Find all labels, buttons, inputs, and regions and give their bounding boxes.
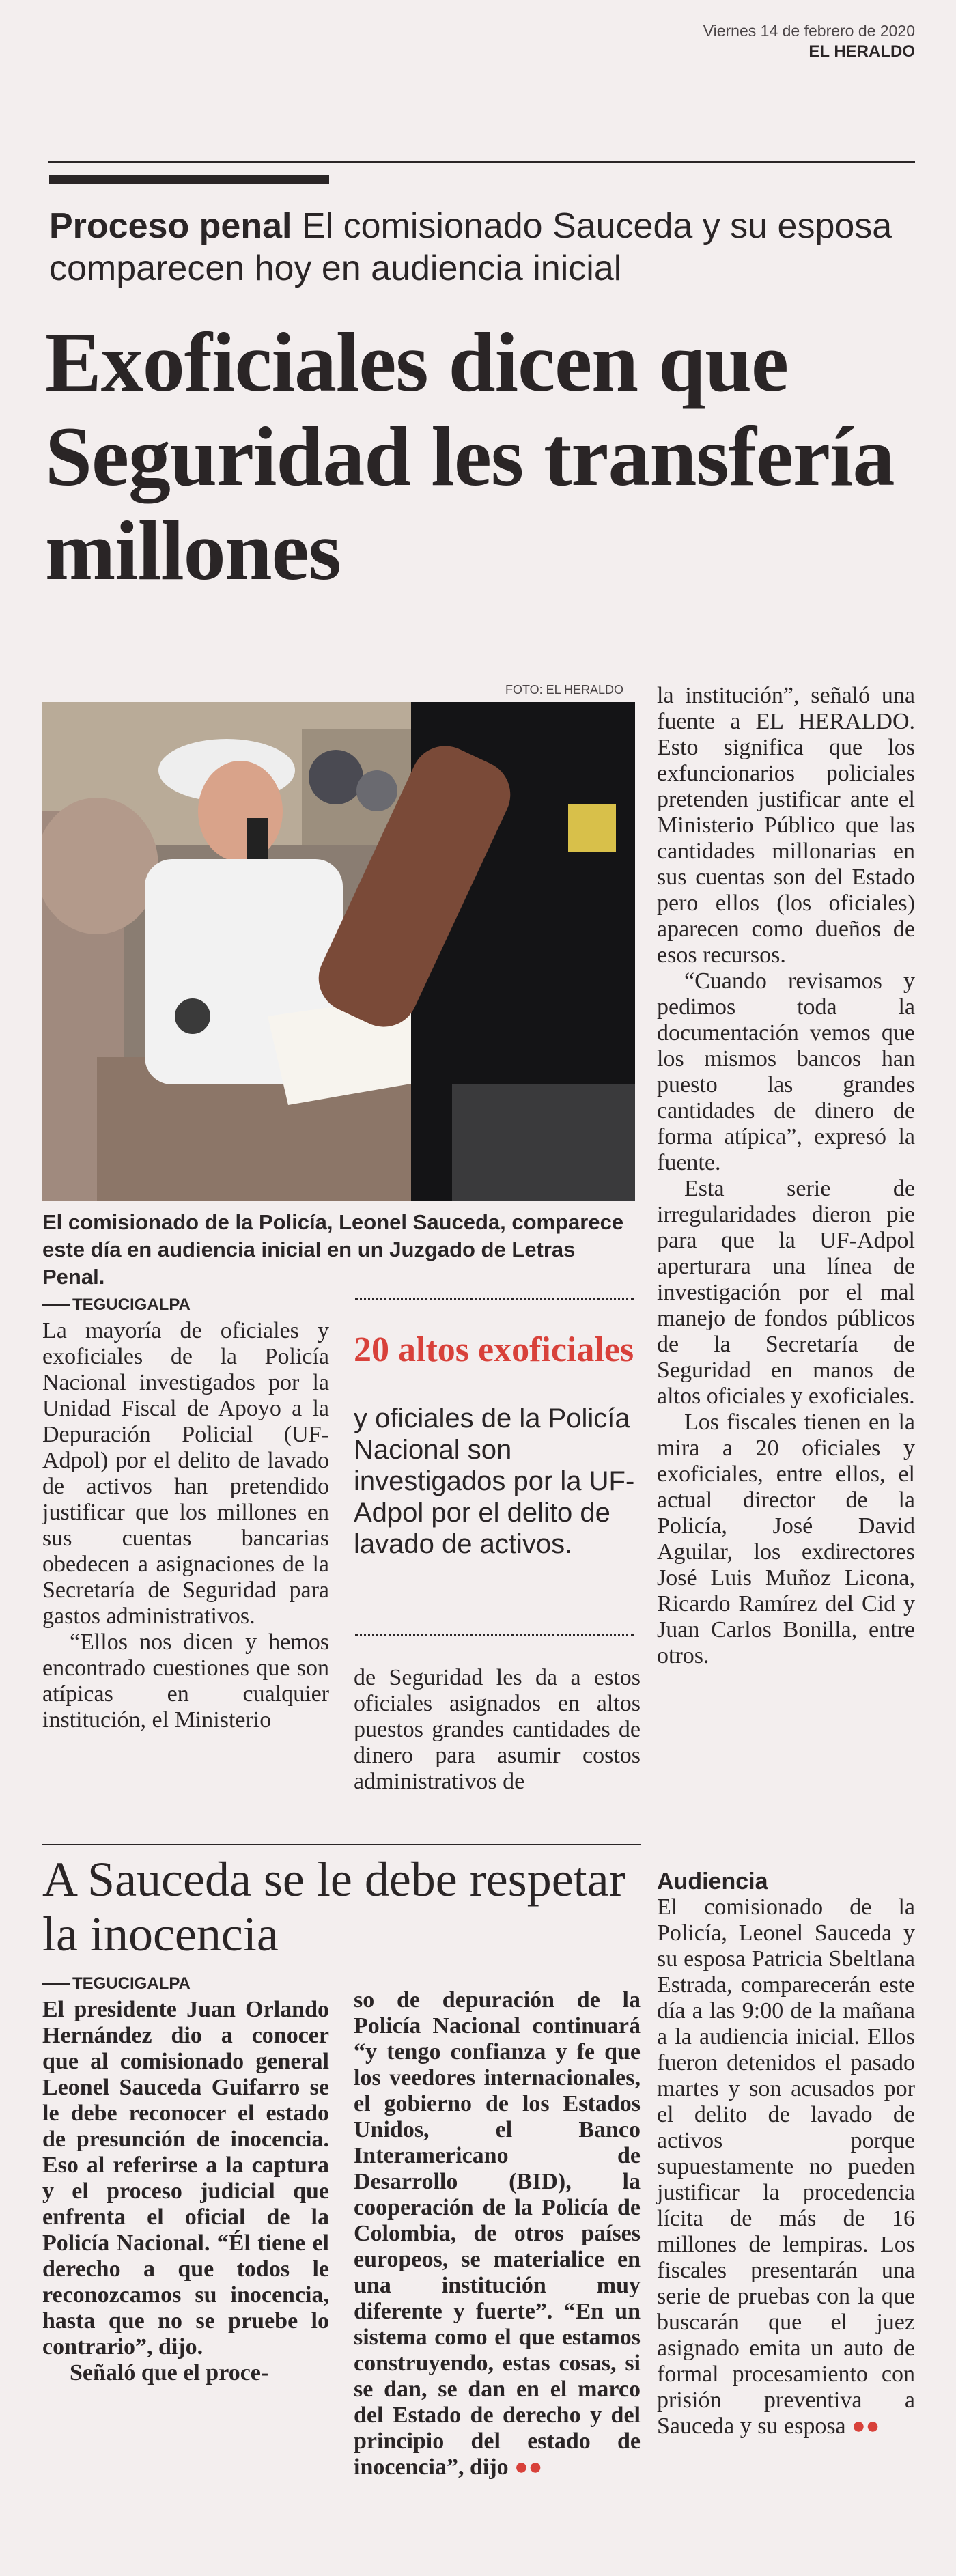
publication-name: EL HERALDO	[809, 42, 915, 61]
news-photo	[42, 702, 635, 1201]
article1-column3	[657, 683, 915, 1669]
pullquote-rule	[355, 1634, 634, 1638]
photo-illustration	[42, 702, 635, 1201]
article1-column2	[354, 1665, 641, 1795]
header-rule	[48, 161, 915, 163]
photo-caption: El comisionado de la Policía, Leonel Sauceda, comparece este día en audiencia inicial en un Juzgado de Letras Penal.	[42, 1210, 624, 1289]
headline: Exoficiales dicen que Seguridad les transfería millones	[45, 316, 895, 598]
issue-date: Viernes 14 de febrero de 2020	[703, 22, 915, 40]
kicker-bar	[49, 175, 329, 184]
article2-dateline: TEGUCIGALPA	[42, 1971, 329, 1997]
article2-paragraph: Señaló que el proce-	[70, 2360, 269, 2385]
article2-column2	[354, 1987, 641, 2480]
article1-column1	[42, 1292, 329, 1733]
article1-paragraph: la institución”, señaló una fuente a EL HERALDO. Esto significa que los exfuncionarios policiales pretenden justificar ante el Ministerio Público que las cantidades millonarias en sus cuentas son del Estado pero ellos (los oficiales) aparecen como dueños de esos recursos.	[657, 683, 915, 968]
article2-paragraph: El presidente Juan Orlando Hernández dio a conocer que al comisionado general Leonel Sauceda Guifarro se le debe reconocer el estado de presunción de inocencia. Eso al referirse a la captura y el proceso judicial que enfrenta el oficial de la Policía Nacional. “Él tiene el derecho a que todos le reconozcamos su inocencia, hasta que no se pruebe lo contrario”, dijo.	[42, 1997, 329, 2360]
article1-paragraph: de Seguridad les da a estos oficiales asignados en altos puestos grandes cantidades de dinero para asumir costos administrativos de	[354, 1665, 641, 1794]
article1-paragraph: Esta serie de irregularidades dieron pie para que la UF-Adpol aperturara una línea de investigación por el mal manejo de fondos públicos de la Secretaría de Seguridad en manos de altos oficiales y exoficiales.	[657, 1176, 915, 1409]
pullquote-rule	[355, 1298, 634, 1302]
kicker	[49, 205, 903, 290]
article1-paragraph: La mayoría de oficiales y exoficiales de la Policía Nacional investigados por la Unidad Fiscal de Apoyo a la Depuración Policial (UF-Adpol) por el delito de lavado de activos han pretendido justificar que los millones en sus cuentas bancarias obedecen a asignaciones de la Secretaría de Seguridad para gastos administrativos.	[42, 1318, 329, 1629]
audiencia-heading: Audiencia	[657, 1868, 768, 1894]
article2-subhead: A Sauceda se le debe respetar la inocencia	[42, 1852, 625, 1961]
kicker-label: Proceso penal	[49, 206, 292, 246]
article1-paragraph: “Ellos nos dicen y hemos encontrado cuestiones que son atípicas en cualquier institución, el Ministerio	[42, 1629, 329, 1733]
photo-credit: FOTO: EL HERALDO	[505, 683, 624, 697]
article2-column1	[42, 1971, 329, 2386]
end-mark: ●●	[514, 2454, 543, 2480]
kicker-text: El comisionado Sauceda y su esposa comparecen hoy en audiencia inicial	[49, 206, 892, 288]
audiencia-sidebar	[657, 1868, 915, 2439]
pullquote-text: y oficiales de la Policía Nacional son investigados por la UF-Adpol por el delito de lavado de activos.	[354, 1403, 635, 1559]
article1-paragraph: “Cuando revisamos y pedimos toda la documentación vemos que los mismos bancos han puesto las grandes cantidades de dinero de forma atípica”, expresó la fuente.	[657, 968, 915, 1175]
subhead-rule	[42, 1844, 641, 1845]
audiencia-text: El comisionado de la Policía, Leonel Sauceda y su esposa Patricia Sbeltlana Estrada, comparecerán este día a las 9:00 de la mañana a la audiencia inicial. Ellos fueron detenidos el pasado martes y son acusados por el delito de lavado de activos porque supuestamente no pueden justificar la procedencia lícita de más de 16 millones de lempiras. Los fiscales presentarán una serie de pruebas con la que buscarán que el juez asignado emita un auto de formal procesamiento con prisión preventiva a Sauceda y su esposa ●●	[657, 1894, 915, 2439]
article2-paragraph: so de depuración de la Policía Nacional continuará “y tengo confianza y fe que los veedores internacionales, el gobierno de los Estados Unidos, el Banco Interamericano de Desarrollo (BID), la cooperación de la Policía de Colombia, de otros países europeos, se materialice en una institución muy diferente y fuerte”. “En un sistema como el que estamos construyendo, estas cosas, si se dan, se dan en el marco del Estado de derecho y del principio del estado de inocencia”, dijo ●●	[354, 1987, 641, 2480]
pullquote-number: 20 altos exoficiales	[354, 1330, 634, 1369]
article1-paragraph: Los fiscales tienen en la mira a 20 oficiales y exoficiales, entre ellos, el actual director de la Policía, José David Aguilar, los exdirectores José Luis Muñoz Licona, Ricardo Ramírez del Cid y Juan Carlos Bonilla, entre otros.	[657, 1410, 915, 1668]
end-mark: ●●	[852, 2413, 880, 2439]
article1-dateline: TEGUCIGALPA	[42, 1292, 329, 1318]
